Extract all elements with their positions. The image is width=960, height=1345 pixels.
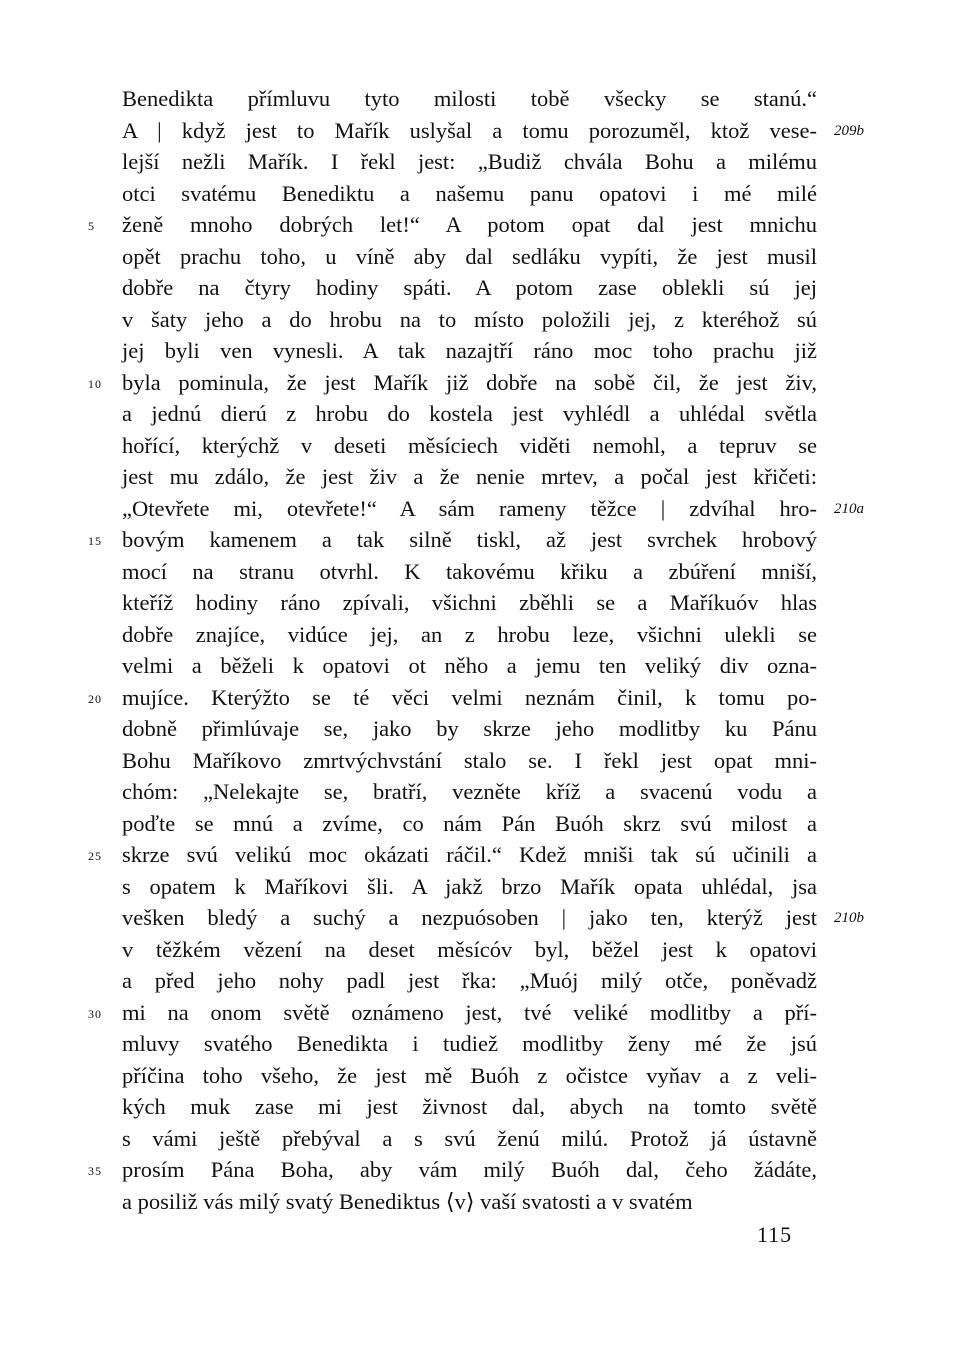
line-text: dobně přimlúvaje se, jako by skrze jeho modlitby ku Pánu: [122, 716, 817, 741]
line-number: 30: [88, 1006, 102, 1021]
line-text: Benedikta přímluvu tyto milosti tobě všecky se stanú.“: [122, 86, 817, 111]
text-line: [122, 587, 817, 619]
text-line: [122, 241, 817, 273]
text-line: [122, 178, 817, 210]
text-line: [122, 934, 817, 966]
text-line: [122, 776, 817, 808]
text-line: [122, 493, 864, 525]
line-text: hořící, kterýchž v deseti měsíciech viděti nemohl, a tepruv se: [122, 432, 817, 458]
text-line: [88, 839, 817, 871]
text-line: [122, 83, 817, 115]
text-line: [122, 272, 817, 304]
text-line: [122, 335, 817, 367]
line-text: a před jeho nohy padl jest řka: „Muój milý otče, poněvadž: [122, 968, 817, 993]
line-number: 35: [88, 1164, 102, 1178]
line-text: mluvy svatého Benedikta i tudiež modlitby ženy mé že jsú: [122, 1031, 817, 1056]
line-text: chóm: „Nelekajte se, bratří, vezněte kříž a svacenú vodu a: [122, 779, 817, 804]
line-text: otci svatému Benediktu a našemu panu opatovi i mé milé: [122, 180, 817, 206]
line-text: s vámi ještě přebýval a s svú ženú milú. Protož já ústavně: [122, 1125, 817, 1151]
line-text: poďte se mnú a zvíme, co nám Pán Buóh skrz svú milost a: [122, 810, 817, 836]
text-line: [122, 1186, 817, 1218]
text-line: [122, 1060, 817, 1092]
line-text: mocí na stranu otvrhl. K takovému křiku a zbúření mniší,: [122, 558, 817, 584]
line-text: velmi a běželi k opatovi ot něho a jemu ten veliký div ozna-: [122, 653, 817, 678]
line-text: v těžkém vězení na deset měsícóv byl, běžel jest k opatovi: [122, 936, 817, 962]
text-line: [122, 1028, 817, 1060]
folio-margin-note: 209b: [834, 122, 864, 139]
text-line: [88, 682, 817, 714]
line-text: „Otevřete mi, otevřete!“ A sám rameny těžce | zdvíhal hro-: [122, 495, 817, 521]
line-text: kteříž hodiny ráno zpívali, všichni zběhli se a Maříkuóv hlas: [122, 590, 817, 615]
line-text: příčina toho všeho, že jest mě Buóh z očistce vyňav a z veli-: [122, 1062, 817, 1088]
line-text: kých muk zase mi jest živnost dal, abych na tomto světě: [122, 1094, 817, 1119]
text-line: [122, 146, 817, 178]
line-text: byla pominula, že jest Mařík již dobře na sobě čil, že jest živ,: [122, 369, 817, 395]
text-line: [88, 367, 817, 399]
text-line: [122, 304, 817, 336]
line-text: lejší nežli Mařík. I řekl jest: „Budiž chvála Bohu a milému: [122, 149, 817, 174]
body-text: [88, 83, 864, 1217]
text-line: [122, 745, 817, 777]
text-line: [122, 398, 817, 430]
folio-margin-note: 210b: [834, 910, 864, 926]
line-text: a jednú dierú z hrobu do kostela jest vyhlédl a uhlédal světla: [122, 401, 817, 426]
text-line: [88, 524, 817, 556]
text-line: [122, 650, 817, 682]
line-text: v šaty jeho a do hrobu na to místo položili jej, z kteréhož sú: [122, 306, 817, 332]
text-line: [122, 902, 864, 934]
page-number: 115: [757, 1222, 793, 1247]
line-text: opět prachu toho, u víně aby dal sedláku vypíti, že jest musil: [122, 243, 817, 269]
text-line: [122, 556, 817, 588]
line-text: s opatem k Maříkovi šli. A jakž brzo Mařík opata uhlédal, jsa: [122, 873, 817, 899]
line-text: jest mu zdálo, že jest živ a že nenie mrtev, a počal jest křičeti:: [122, 464, 817, 489]
line-text: dobře na čtyry hodiny spáti. A potom zase oblekli sú jej: [122, 275, 817, 300]
text-line: [122, 619, 817, 651]
line-text: bovým kamenem a tak silně tiskl, až jest svrchek hrobový: [122, 527, 817, 552]
line-text: a posiliž vás milý svatý Benediktus ⟨v⟩ vaší svatosti a v svatém: [122, 1188, 693, 1214]
line-number: 20: [88, 691, 102, 706]
folio-margin-note: 210a: [834, 500, 864, 517]
text-line: [122, 713, 817, 745]
line-text: A | když jest to Mařík uslyšal a tomu porozuměl, ktož vese-: [122, 117, 817, 143]
text-line: [122, 461, 817, 493]
text-line: [88, 1154, 817, 1186]
line-text: jej byli ven vynesli. A tak nazajtří ráno moc toho prachu již: [122, 338, 817, 363]
line-text: dobře znajíce, vidúce jej, an z hrobu leze, všichni ulekli se: [122, 621, 817, 647]
line-number: 25: [88, 849, 102, 863]
line-text: prosím Pána Boha, aby vám milý Buóh dal, čeho žádáte,: [122, 1157, 817, 1182]
line-text: mi na onom světě oznámeno jest, tvé veliké modlitby a pří-: [122, 999, 817, 1025]
text-line: [122, 115, 864, 147]
text-line: [88, 997, 817, 1029]
text-line: [122, 430, 817, 462]
line-text: mujíce. Kterýžto se té věci velmi neznám činil, k tomu po-: [122, 684, 817, 710]
line-number: 15: [88, 534, 102, 548]
text-line: [122, 871, 817, 903]
text-line: [122, 1123, 817, 1155]
line-number: 10: [88, 376, 102, 391]
line-text: vešken bledý a suchý a nezpuósoben | jako ten, kterýž jest: [122, 905, 817, 930]
line-text: skrze svú velikú moc okázati ráčil.“ Kdež mniši tak sú učinili a: [122, 842, 817, 867]
line-number: 5: [88, 219, 95, 233]
text-line: [122, 965, 817, 997]
line-text: Bohu Maříkovo zmrtvýchvstání stalo se. I řekl jest opat mni-: [122, 747, 817, 773]
text-line: [122, 1091, 817, 1123]
line-text: ženě mnoho dobrých let!“ A potom opat dal jest mnichu: [122, 212, 817, 237]
text-line: [122, 808, 817, 840]
text-line: [88, 209, 817, 241]
